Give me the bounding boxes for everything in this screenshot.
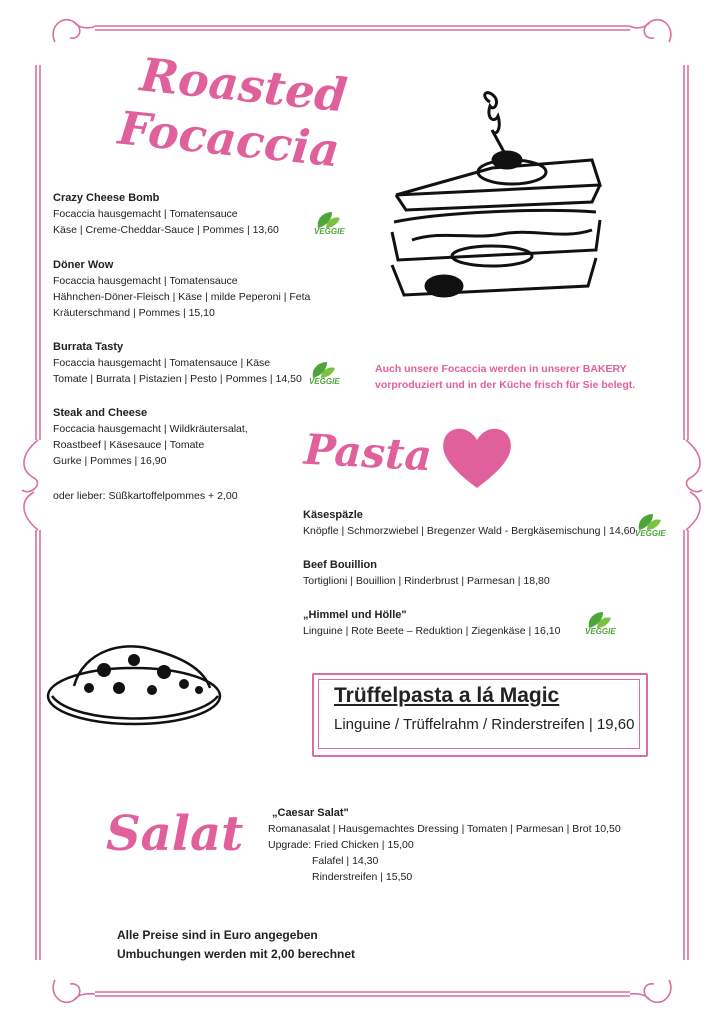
upgrade-line: Falafel | 14,30 [312,855,379,867]
veggie-badge [307,360,343,390]
focaccia-item-1 [53,191,279,238]
sandwich-illustration [382,90,607,310]
salat-title: Salat [106,806,244,862]
focaccia-item-3 [53,340,302,387]
pasta-item-3 [303,608,560,639]
item-description: Tomate | Burrata | Pistazien | Pesto | Pommes | 14,50 [53,373,302,385]
special-title: Trüffelpasta a lá Magic [334,684,560,707]
focaccia-title-line2: Focaccia [115,100,343,178]
item-description: Roastbeef | Käsesauce | Tomate [53,439,205,451]
extra-option: oder lieber: Süßkartoffelpommes + 2,00 [53,490,238,502]
item-description: Focaccia hausgemacht | Tomatensauce | Käse [53,357,271,369]
item-name: Steak and Cheese [53,407,148,419]
item-description: Kräuterschmand | Pommes | 15,10 [53,307,215,319]
focaccia-title-line1: Roasted [137,47,350,123]
item-name: Crazy Cheese Bomb [53,192,160,204]
veggie-badge [633,512,669,542]
item-name: Käsespäzle [303,509,363,521]
footer-line2: Umbuchungen werden mit 2,00 berechnet [117,947,356,961]
item-name: Beef Bouillion [303,559,377,571]
focaccia-item-2 [53,258,310,321]
bakery-note [375,361,635,393]
upgrade-line: Upgrade: Fried Chicken | 15,00 [268,839,414,851]
veggie-label: VEGGIE [635,529,666,538]
item-name: „Caesar Salat" [272,807,349,819]
bakery-note-line1: Auch unsere Focaccia werden in unserer BAKERY [375,363,627,375]
item-description: Focaccia hausgemacht | Tomatensauce [53,275,238,287]
veggie-badge [312,210,348,240]
pasta-item-1 [303,508,635,539]
item-description: Knöpfle | Schmorzwiebel | Bregenzer Wald - Bergkäsemischung | 14,60 [303,525,636,537]
focaccia-item-4 [53,406,248,469]
veggie-label: VEGGIE [309,377,340,386]
veggie-badge [583,610,619,640]
item-description: Linguine | Rote Beete – Reduktion | Ziegenkäse | 16,10 [303,625,561,637]
salad-bowl-illustration [44,630,226,730]
pasta-title: Pasta [302,424,434,481]
heart-icon [440,424,514,490]
item-name: Burrata Tasty [53,341,124,353]
item-description: Gurke | Pommes | 16,90 [53,455,167,467]
item-description: Focaccia hausgemacht | Tomatensauce [53,208,238,220]
veggie-label: VEGGIE [314,227,345,236]
salat-item [268,806,621,885]
item-description: Tortiglioni | Bouillion | Rinderbrust | Parmesan | 18,80 [303,575,550,587]
item-description: Foccacia hausgemacht | Wildkräutersalat, [53,423,248,435]
bakery-note-line2: vorproduziert und in der Küche frisch für Sie belegt. [375,379,636,391]
item-description: Romanasalat | Hausgemachtes Dressing | Tomaten | Parmesan | Brot 10,50 [268,823,621,835]
veggie-label: VEGGIE [585,627,616,636]
footer-notes [117,926,355,964]
item-description: Hähnchen-Döner-Fleisch | Käse | milde Peperoni | Feta [53,291,311,303]
special-description: Linguine / Trüffelrahm / Rinderstreifen | 19,60 [334,716,635,733]
item-name: „Himmel und Hölle" [303,609,407,621]
upgrade-line: Rinderstreifen | 15,50 [312,871,413,883]
footer-line1: Alle Preise sind in Euro angegeben [117,928,318,942]
item-description: Käse | Creme-Cheddar-Sauce | Pommes | 13,60 [53,224,279,236]
item-name: Döner Wow [53,259,114,271]
pasta-item-2 [303,558,550,589]
